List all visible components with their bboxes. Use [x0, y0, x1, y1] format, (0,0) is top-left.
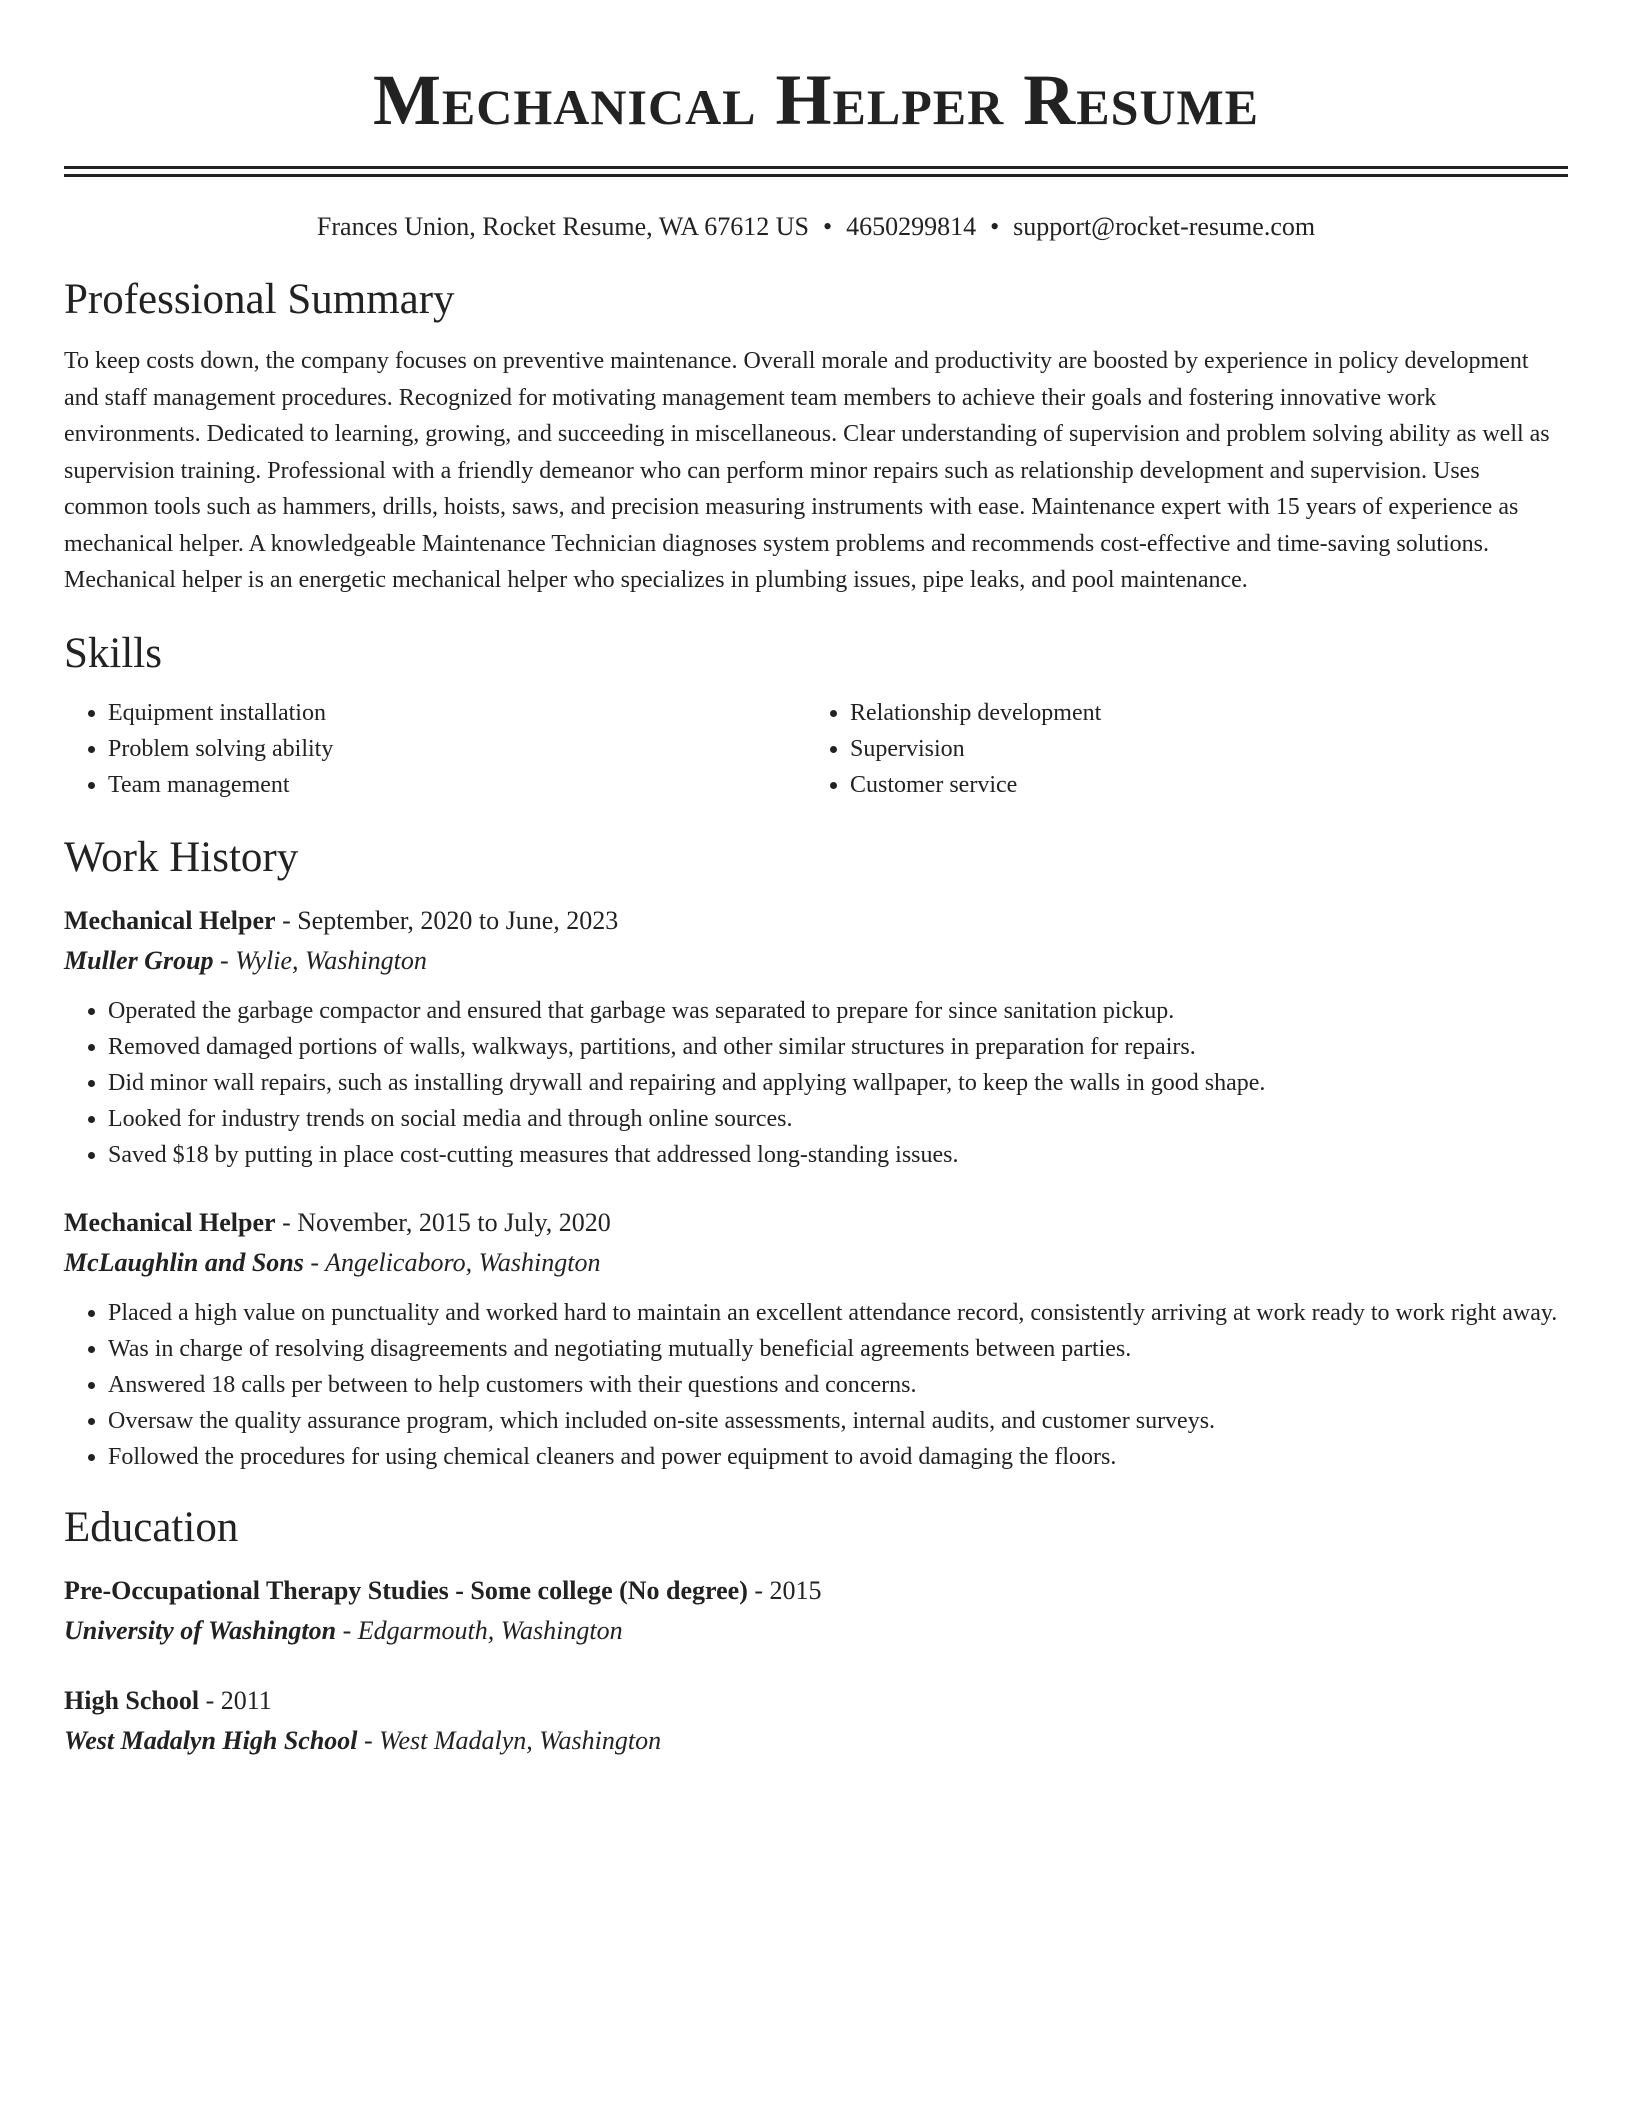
summary-text: To keep costs down, the company focuses on preventive maintenance. Overall morale and productivity are boosted by experience in policy development and staff management procedures. Recognized for motivating management team members to achieve their goals and fostering innovative work environments. Dedicated to learning, growing, and succeeding in miscellaneous. Clear understanding of supervision and problem solving ability as well as supervision training. Professional with a friendly demeanor who can perform minor repairs such as relationship development and supervision. Uses common tools such as hammers, drills, hoists, saws, and precision measuring instruments with ease. Maintenance expert with 15 years of experience as mechanical helper. A knowledgeable Maintenance Technician diagnoses system problems and recommends cost-effective and time-saving solutions. Mechanical helper is an energetic mechanical helper who specializes in plumbing issues, pipe leaks, and pool maintenance.: [64, 348, 1550, 593]
degree-name: Pre-Occupational Therapy Studies - Some college (No degree): [64, 1575, 748, 1605]
school-name: West Madalyn High School: [64, 1725, 358, 1755]
job-bullet: • Answered 18 calls per between to help customers with their questions and concerns.: [108, 1367, 1568, 1403]
contact-email: support@rocket-resume.com: [1013, 212, 1316, 241]
job-bullet: • Placed a high value on punctuality and worked hard to maintain an excellent attendance record, consistently arriving at work ready to work right away.: [108, 1295, 1568, 1331]
school-location: - Edgarmouth, Washington: [336, 1615, 623, 1645]
job-dates: - September, 2020 to June, 2023: [275, 905, 619, 935]
job-title-line: [64, 1205, 1568, 1241]
skill-item: • Supervision: [850, 731, 1548, 767]
skill-item: • Equipment installation: [108, 695, 806, 731]
contact-separator: •: [822, 212, 833, 241]
job-entry: [64, 1205, 1568, 1475]
job-bullet: • Removed damaged portions of walls, walkways, partitions, and other similar structures in preparation for repairs.: [108, 1029, 1568, 1065]
skill-item: • Customer service: [850, 767, 1548, 803]
job-bullet: • Followed the procedures for using chemical cleaners and power equipment to avoid damaging the floors.: [108, 1439, 1568, 1475]
job-bullets: [64, 1295, 1568, 1475]
school-line: [64, 1613, 1568, 1649]
job-dates: - November, 2015 to July, 2020: [275, 1207, 611, 1237]
work-history-heading: Work History: [64, 833, 299, 881]
company-line: [64, 1245, 1568, 1281]
job-role: Mechanical Helper: [64, 1207, 276, 1237]
job-entry: [64, 903, 1568, 1173]
skills-column-right: [806, 695, 1548, 803]
job-bullet: • Saved $18 by putting in place cost-cutting measures that addressed long-standing issues.: [108, 1137, 1568, 1173]
summary-heading: Professional Summary: [64, 276, 455, 323]
skills-heading: Skills: [64, 629, 162, 677]
company-line: [64, 943, 1568, 979]
contact-phone: 4650299814: [846, 212, 977, 241]
resume-title: Mechanical Helper Resume: [372, 60, 1260, 140]
job-title-line: [64, 903, 1568, 939]
company-location: - Wylie, Washington: [213, 945, 427, 975]
title-divider: [64, 166, 1568, 177]
skill-item: • Problem solving ability: [108, 731, 806, 767]
degree-name: High School: [64, 1685, 200, 1715]
skills-column-left: [64, 695, 806, 803]
school-location: - West Madalyn, Washington: [357, 1725, 662, 1755]
skills-list: [64, 695, 1568, 803]
school-name: University of Washington: [64, 1615, 337, 1645]
school-line: [64, 1723, 1568, 1759]
education-entry: [64, 1683, 1568, 1759]
skill-item: • Relationship development: [850, 695, 1548, 731]
degree-line: [64, 1573, 1568, 1609]
job-bullets: [64, 993, 1568, 1173]
contact-separator: •: [990, 212, 1000, 241]
job-role: Mechanical Helper: [64, 905, 276, 935]
company-name: Muller Group: [64, 945, 214, 975]
education-heading: Education: [64, 1503, 239, 1551]
contact-address: Frances Union, Rocket Resume, WA 67612 US: [316, 212, 809, 241]
degree-line: [64, 1683, 1568, 1719]
job-bullet: • Looked for industry trends on social media and through online sources.: [108, 1101, 1568, 1137]
education-entry: [64, 1573, 1568, 1649]
company-name: McLaughlin and Sons: [64, 1247, 304, 1277]
degree-year: - 2015: [747, 1575, 822, 1605]
job-bullet: • Did minor wall repairs, such as installing drywall and repairing and applying wallpaper, to keep the walls in good shape.: [108, 1065, 1568, 1101]
degree-year: - 2011: [199, 1685, 272, 1715]
skill-item: • Team management: [108, 767, 806, 803]
contact-line: [64, 211, 1568, 243]
job-bullet: • Oversaw the quality assurance program, which included on-site assessments, internal audits, and customer surveys.: [108, 1403, 1568, 1439]
job-bullet: • Was in charge of resolving disagreements and negotiating mutually beneficial agreements between parties.: [108, 1331, 1568, 1367]
job-bullet: • Operated the garbage compactor and ensured that garbage was separated to prepare for since sanitation pickup.: [108, 993, 1568, 1029]
company-location: - Angelicaboro, Washington: [303, 1247, 601, 1277]
